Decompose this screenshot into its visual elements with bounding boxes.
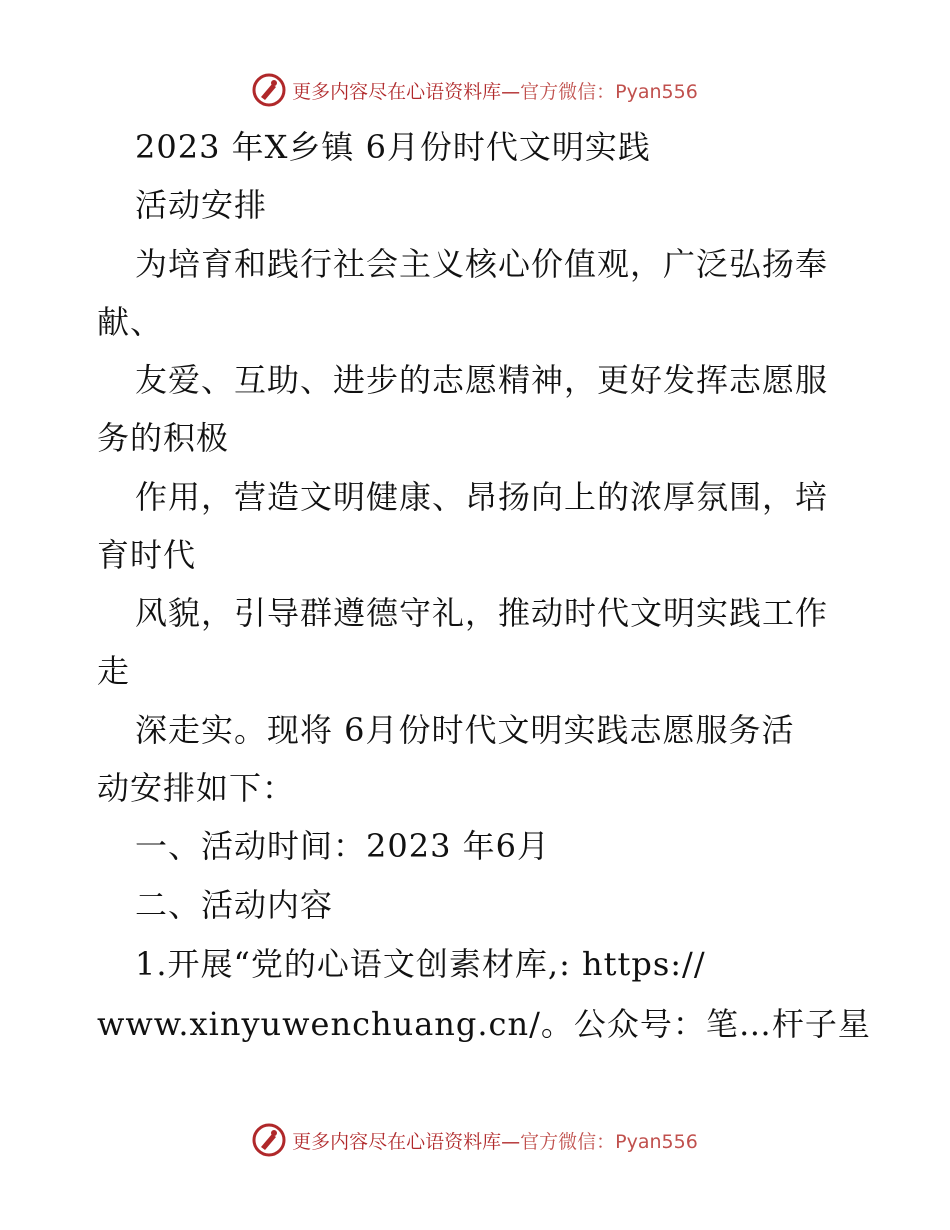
paragraph-line: 动安排如下：	[97, 769, 296, 807]
watermark-text	[292, 77, 698, 104]
brand-logo-icon	[252, 73, 286, 107]
section-heading-activity-time: 一、活动时间：2023 年6月	[135, 827, 550, 865]
watermark-wechat-text: 官方微信：Pyan556	[520, 1130, 698, 1153]
list-item-line: 1.开展“党的心语文创素材库,: https://	[135, 945, 706, 983]
paragraph-line: 风貌，引导群遵德守礼，推动时代文明实践工作	[135, 594, 829, 632]
paragraph-line: 作用，营造文明健康、昂扬向上的浓厚氛围，培	[135, 478, 829, 516]
watermark-text	[292, 1127, 698, 1154]
paragraph-line: 友爱、互助、进步的志愿精神，更好发挥志愿服	[135, 361, 829, 399]
paragraph-line: 走	[97, 652, 131, 690]
paragraph-line: 深走实。现将 6月份时代文明实践志愿服务活	[135, 711, 795, 749]
paragraph-line: 献、	[97, 303, 164, 341]
watermark-main-text: 更多内容尽在心语资料库—	[292, 1130, 521, 1153]
document-title-line-1: 2023 年X乡镇 6月份时代文明实践	[135, 128, 651, 166]
list-item-line: www.xinyuwenchuang.cn/。公众号：笔…杆子星	[97, 1005, 871, 1043]
watermark-banner-bottom	[0, 1120, 950, 1160]
watermark-main-text: 更多内容尽在心语资料库—	[292, 80, 521, 103]
paragraph-line: 育时代	[97, 536, 197, 574]
watermark-wechat-text: 官方微信：Pyan556	[520, 80, 698, 103]
section-heading-activity-content: 二、活动内容	[135, 886, 334, 924]
paragraph-line: 务的积极	[97, 419, 230, 457]
document-title-line-2: 活动安排	[135, 186, 268, 224]
brand-logo-icon	[252, 1123, 286, 1157]
paragraph-line: 为培育和践行社会主义核心价值观，广泛弘扬奉	[135, 245, 829, 283]
watermark-banner-top	[0, 70, 950, 110]
